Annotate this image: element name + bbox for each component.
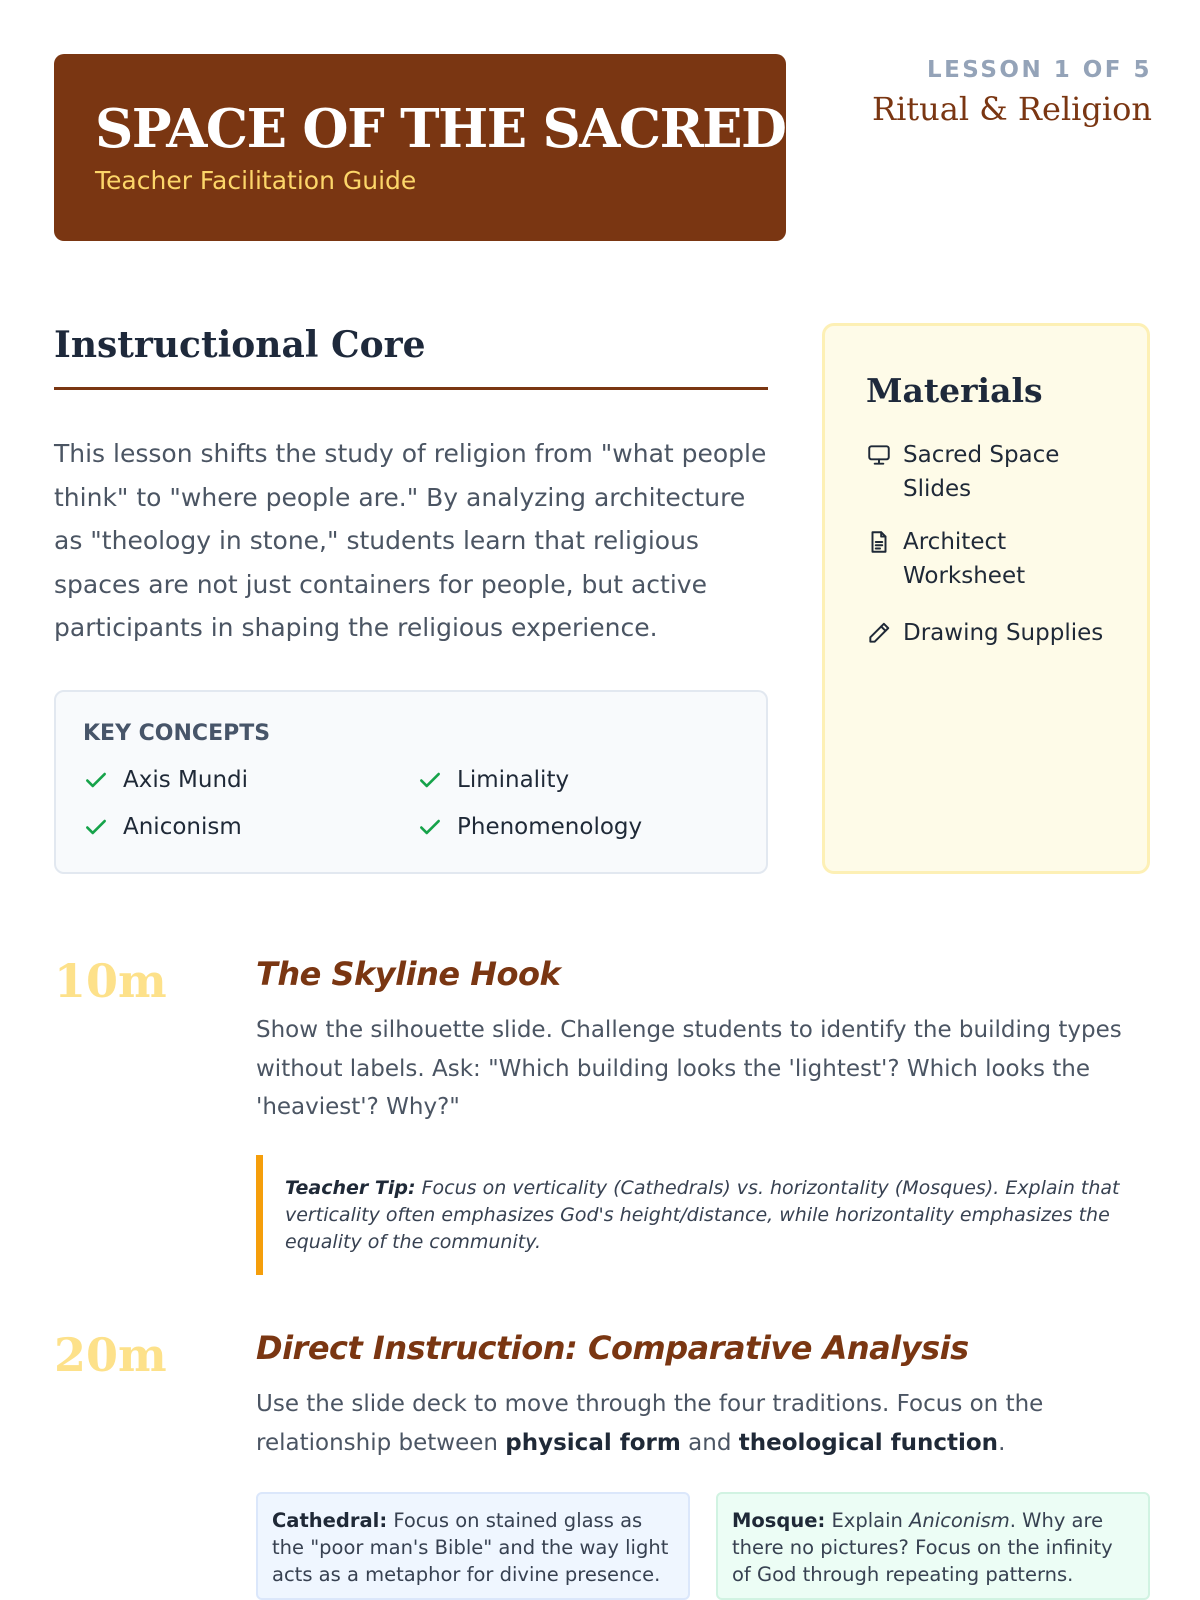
document-icon xyxy=(866,529,892,555)
tradition-card-label: Mosque: xyxy=(732,1509,826,1532)
key-concept-item xyxy=(83,814,242,840)
step-title: Direct Instruction: Comparative Analysis xyxy=(256,1329,969,1367)
monitor-icon xyxy=(866,442,892,468)
key-concept-item xyxy=(83,767,248,793)
tradition-card-text: Focus on stained glass as the "poor man's Bible" and the way light acts as a metaphor for divine presence. xyxy=(272,1509,669,1586)
pencil-icon xyxy=(866,620,892,646)
key-concept-label: Liminality xyxy=(457,767,570,793)
page-subtitle: Teacher Facilitation Guide xyxy=(95,166,417,195)
materials-title: Materials xyxy=(866,371,1043,410)
step-description: Use the slide deck to move through the four traditions. Focus on the relationship between physical form and theological function. xyxy=(256,1391,1044,1456)
tradition-card-cathedral xyxy=(256,1492,690,1600)
tradition-card-label: Cathedral: xyxy=(272,1509,388,1532)
materials-box xyxy=(822,323,1150,874)
key-concept-label: Axis Mundi xyxy=(123,767,249,793)
key-concepts-box xyxy=(54,690,768,874)
step-time: 10m xyxy=(54,954,167,1008)
check-icon xyxy=(417,814,443,840)
emphasis-theological-function: theological function xyxy=(738,1429,999,1456)
term-aniconism: Aniconism xyxy=(909,1509,1010,1532)
tradition-card-text: Explain Aniconism. Why are there no pictures? Focus on the infinity of God through repeating patterns. xyxy=(732,1509,1113,1586)
step-title: The Skyline Hook xyxy=(256,955,561,993)
key-concept-item xyxy=(417,767,569,793)
materials-item-label: Sacred Space Slides xyxy=(903,442,1060,502)
check-icon xyxy=(417,767,443,793)
teacher-tip-text: Focus on verticality (Cathedrals) vs. horizontality (Mosques). Explain that verticality often emphasizes God's height/distance, while horizontality emphasizes the equality of the community. xyxy=(285,1177,1120,1253)
materials-item xyxy=(866,438,1126,506)
header-banner xyxy=(54,54,786,241)
materials-item-label: Architect Worksheet xyxy=(903,529,1026,589)
materials-item xyxy=(866,616,1126,650)
materials-item-label: Drawing Supplies xyxy=(903,620,1104,646)
emphasis-physical-form: physical form xyxy=(505,1429,681,1456)
key-concept-item xyxy=(417,814,642,840)
materials-item xyxy=(866,525,1126,593)
check-icon xyxy=(83,814,109,840)
check-icon xyxy=(83,767,109,793)
teacher-tip-label: Teacher Tip: xyxy=(285,1177,416,1199)
teacher-tip xyxy=(256,1155,1152,1275)
key-concept-label: Aniconism xyxy=(123,814,242,840)
step-description: Show the silhouette slide. Challenge students to identify the building types without labels. Ask: "Which building looks the 'lightest'? Which looks the 'heaviest'? Why?" xyxy=(256,1017,1122,1120)
key-concepts-label: KEY CONCEPTS xyxy=(83,721,271,746)
section-divider xyxy=(54,387,768,390)
section-title-instructional-core: Instructional Core xyxy=(54,324,426,366)
intro-paragraph: This lesson shifts the study of religion from "what people think" to "where people are." By analyzing architecture as "theology in stone," students learn that religious spaces are not just containers for people, but active participants in shaping the religious experience. xyxy=(54,439,767,642)
unit-name: Ritual & Religion xyxy=(871,90,1152,128)
key-concept-label: Phenomenology xyxy=(457,814,643,840)
step-time: 20m xyxy=(54,1328,167,1382)
tradition-card-mosque xyxy=(716,1492,1150,1600)
lesson-number: LESSON 1 OF 5 xyxy=(926,57,1152,83)
page-title: SPACE OF THE SACRED xyxy=(95,98,786,160)
